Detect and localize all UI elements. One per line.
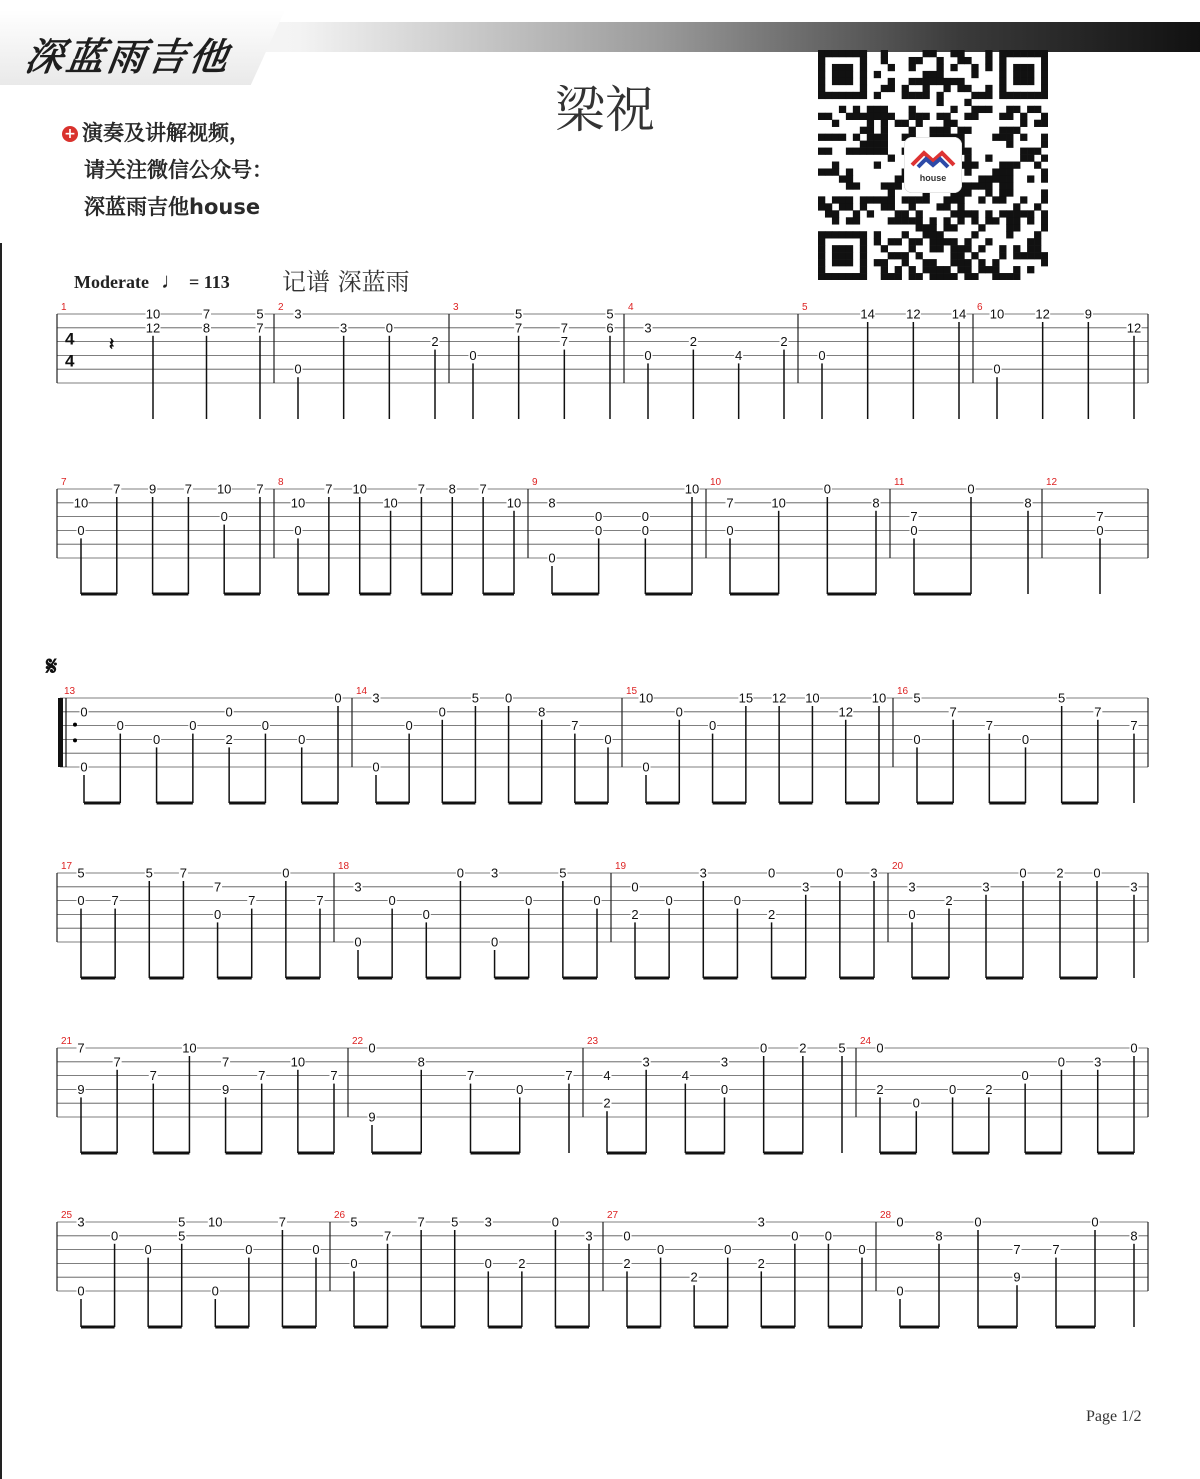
fret-number: 2 <box>1056 865 1064 881</box>
plus-circle-icon: + <box>62 126 78 142</box>
fret-number: 7 <box>1130 718 1138 734</box>
fret-number: 0 <box>116 718 124 734</box>
fret-number: 0 <box>385 320 393 336</box>
fret-number: 0 <box>767 865 776 881</box>
fret-number: 3 <box>340 320 348 336</box>
measure-number: 21 <box>61 1036 73 1047</box>
tab-system <box>57 861 1148 978</box>
fret-number: 7 <box>515 320 523 336</box>
fret-number: 0 <box>368 1040 376 1056</box>
fret-number: 2 <box>780 334 788 350</box>
fret-number: 7 <box>1013 1242 1021 1258</box>
fret-number: 12 <box>838 704 853 720</box>
measure-number: 18 <box>338 861 350 872</box>
promo-line-2: 请关注微信公众号： <box>84 158 273 182</box>
fret-number: 7 <box>179 865 188 881</box>
fret-number: 7 <box>202 306 211 322</box>
fret-number: 7 <box>910 509 918 525</box>
fret-number: 10 <box>182 1040 197 1056</box>
fret-number: 5 <box>606 306 614 322</box>
fret-number: 8 <box>417 1054 425 1070</box>
fret-number: 7 <box>1094 704 1102 720</box>
measure-number: 2 <box>278 302 284 313</box>
fret-number: 3 <box>642 1054 650 1070</box>
fret-number: 7 <box>417 481 426 497</box>
fret-number: 0 <box>595 509 603 525</box>
fret-number: 10 <box>73 495 89 511</box>
fret-number: 7 <box>113 1054 121 1070</box>
fret-number: 0 <box>152 731 161 747</box>
fret-number: 4 <box>681 1068 689 1084</box>
fret-number: 0 <box>504 690 513 706</box>
measure-number: 28 <box>880 1210 892 1221</box>
fret-number: 0 <box>80 759 88 775</box>
fret-number: 0 <box>77 1283 85 1299</box>
fret-number: 0 <box>490 934 499 950</box>
fret-number: 7 <box>949 704 957 720</box>
fret-number: 0 <box>1096 522 1104 538</box>
fret-number: 5 <box>838 1040 846 1056</box>
tab-system <box>57 1210 1148 1327</box>
fret-number: 0 <box>110 1228 119 1244</box>
fret-number: 0 <box>858 1242 866 1258</box>
fret-number: 7 <box>417 1214 425 1230</box>
measure-number: 22 <box>352 1036 364 1047</box>
fret-number: 3 <box>585 1228 593 1244</box>
fret-number: 10 <box>290 495 306 511</box>
fret-number: 0 <box>1093 865 1101 881</box>
fret-number: 0 <box>993 361 1001 377</box>
fret-number: 10 <box>684 481 700 497</box>
measure-number: 9 <box>532 477 538 488</box>
fret-number: 5 <box>451 1214 459 1230</box>
measure-number: 12 <box>1046 477 1058 488</box>
fret-number: 10 <box>871 690 887 706</box>
fret-number: 0 <box>791 1228 799 1244</box>
fret-number: 0 <box>80 704 88 720</box>
fret-number: 0 <box>644 347 652 363</box>
fret-number: 10 <box>216 481 232 497</box>
fret-number: 7 <box>221 1054 230 1070</box>
fret-number: 7 <box>330 1068 338 1084</box>
fret-number: 0 <box>388 893 396 909</box>
fret-number: 7 <box>256 481 264 497</box>
fret-number: 0 <box>516 1081 524 1097</box>
fret-number: 3 <box>1130 879 1138 895</box>
measure-number: 26 <box>334 1210 346 1221</box>
fret-number: 5 <box>1058 690 1066 706</box>
fret-number: 12 <box>1126 320 1142 336</box>
fret-number: 3 <box>484 1214 492 1230</box>
fret-number: 10 <box>638 690 654 706</box>
fret-number: 14 <box>951 306 967 322</box>
measure-number: 20 <box>892 861 904 872</box>
fret-number: 7 <box>466 1068 475 1084</box>
fret-number: 0 <box>593 893 601 909</box>
measure-number: 10 <box>710 477 722 488</box>
fret-number: 0 <box>948 1081 957 1097</box>
fret-number: 0 <box>642 759 650 775</box>
fret-number: 2 <box>631 906 639 922</box>
fret-number: 3 <box>720 1054 729 1070</box>
fret-number: 5 <box>913 690 921 706</box>
fret-number: 0 <box>760 1040 768 1056</box>
fret-number: 2 <box>431 334 439 350</box>
measure-number: 11 <box>894 477 905 488</box>
time-signature-bottom: 4 <box>65 351 75 371</box>
fret-number: 9 <box>221 1081 230 1097</box>
fret-number: 2 <box>225 731 233 747</box>
repeat-dot <box>73 723 77 727</box>
fret-number: 0 <box>1021 1068 1029 1084</box>
fret-number: 9 <box>1084 306 1092 322</box>
fret-number: 0 <box>665 893 673 909</box>
fret-number: 2 <box>690 1269 698 1285</box>
fret-number: 3 <box>294 306 302 322</box>
fret-number: 0 <box>354 934 362 950</box>
promo-line-1: 演奏及讲解视频， <box>82 121 250 145</box>
fret-number: 7 <box>479 481 487 497</box>
fret-number: 7 <box>248 893 256 909</box>
fret-number: 0 <box>213 906 222 922</box>
fret-number: 3 <box>908 879 916 895</box>
fret-number: 3 <box>699 865 707 881</box>
fret-number: 10 <box>145 306 161 322</box>
fret-number: 2 <box>767 906 776 922</box>
fret-number: 10 <box>208 1214 223 1230</box>
fret-number: 0 <box>823 481 831 497</box>
measure-number: 14 <box>356 686 368 697</box>
promo-line-3: 深蓝雨吉他house <box>84 195 261 219</box>
time-signature-top: 4 <box>65 329 75 349</box>
tempo-bpm: = 113 <box>188 272 230 292</box>
fret-number: 0 <box>1019 865 1027 881</box>
fret-number: 0 <box>733 893 742 909</box>
measure-number: 3 <box>453 302 459 313</box>
fret-number: 7 <box>726 495 734 511</box>
fret-number: 9 <box>148 481 157 497</box>
fret-number: 0 <box>675 704 683 720</box>
fret-number: 7 <box>111 893 119 909</box>
measure-number: 23 <box>587 1036 599 1047</box>
fret-number: 0 <box>908 906 916 922</box>
fret-number: 3 <box>490 865 499 881</box>
fret-number: 8 <box>1024 495 1032 511</box>
tab-system <box>57 302 1148 419</box>
fret-number: 8 <box>202 320 211 336</box>
fret-number: 12 <box>906 306 921 322</box>
fret-number: 0 <box>896 1283 904 1299</box>
fret-number: 5 <box>256 306 264 322</box>
fret-number: 5 <box>515 306 523 322</box>
fret-number: 7 <box>1052 1242 1060 1258</box>
fret-number: 14 <box>860 306 875 322</box>
fret-number: 0 <box>724 1242 732 1258</box>
fret-number: 0 <box>708 718 717 734</box>
measure-number: 13 <box>64 686 76 697</box>
fret-number: 10 <box>805 690 820 706</box>
fret-number: 7 <box>113 481 121 497</box>
rest-icon: 𝄽 <box>109 334 115 354</box>
repeat-thick-barline <box>58 698 63 767</box>
fret-number: 5 <box>559 865 567 881</box>
fret-number: 7 <box>213 879 222 895</box>
fret-number: 0 <box>720 1081 729 1097</box>
brand-logo: 深蓝雨吉他 <box>22 34 234 79</box>
fret-number: 0 <box>548 550 556 566</box>
measure-number: 25 <box>61 1210 73 1221</box>
fret-number: 0 <box>896 1214 904 1230</box>
fret-number: 6 <box>606 320 614 336</box>
fret-number: 0 <box>294 361 302 377</box>
fret-number: 0 <box>1057 1054 1066 1070</box>
fret-number: 0 <box>876 1040 884 1056</box>
fret-number: 7 <box>316 893 324 909</box>
fret-number: 0 <box>220 509 228 525</box>
fret-number: 8 <box>448 481 456 497</box>
fret-number: 0 <box>623 1228 631 1244</box>
fret-number: 0 <box>525 893 533 909</box>
fret-number: 0 <box>595 522 603 538</box>
fret-number: 0 <box>77 893 85 909</box>
fret-number: 0 <box>312 1242 320 1258</box>
fret-number: 9 <box>368 1109 376 1125</box>
fret-number: 0 <box>261 718 270 734</box>
tab-system <box>58 686 1148 803</box>
fret-number: 2 <box>757 1255 765 1271</box>
fret-number: 12 <box>1035 306 1050 322</box>
fret-number: 5 <box>471 690 480 706</box>
fret-number: 8 <box>538 704 546 720</box>
tempo-text: Moderate <box>74 272 149 292</box>
fret-number: 3 <box>757 1214 765 1230</box>
measure-number: 27 <box>607 1210 619 1221</box>
fret-number: 3 <box>870 865 878 881</box>
fret-number: 5 <box>350 1214 358 1230</box>
transcriber-credit: 记谱 深蓝雨 <box>282 268 410 296</box>
fret-number: 3 <box>1094 1054 1102 1070</box>
fret-number: 0 <box>372 759 380 775</box>
fret-number: 0 <box>836 865 844 881</box>
fret-number: 2 <box>799 1040 807 1056</box>
fret-number: 7 <box>149 1068 157 1084</box>
fret-number: 0 <box>211 1283 219 1299</box>
measure-number: 5 <box>802 302 808 313</box>
fret-number: 7 <box>278 1214 287 1230</box>
fret-number: 3 <box>372 690 380 706</box>
fret-number: 0 <box>726 522 734 538</box>
fret-number: 2 <box>689 334 697 350</box>
fret-number: 7 <box>571 718 579 734</box>
fret-number: 5 <box>178 1228 186 1244</box>
fret-number: 7 <box>560 334 568 350</box>
fret-number: 0 <box>298 731 306 747</box>
fret-number: 5 <box>145 865 153 881</box>
fret-number: 2 <box>945 893 953 909</box>
page-number: Page 1/2 <box>1086 1408 1142 1425</box>
fret-number: 0 <box>469 347 477 363</box>
fret-number: 0 <box>225 704 233 720</box>
fret-number: 9 <box>77 1081 85 1097</box>
fret-number: 2 <box>985 1081 993 1097</box>
fret-number: 0 <box>604 731 612 747</box>
fret-number: 0 <box>551 1214 560 1230</box>
measure-number: 6 <box>977 302 983 313</box>
fret-number: 15 <box>738 690 754 706</box>
measure-number: 7 <box>61 477 67 488</box>
fret-number: 0 <box>967 481 975 497</box>
fret-number: 0 <box>422 906 430 922</box>
measure-number: 19 <box>615 861 627 872</box>
fret-number: 0 <box>77 522 85 538</box>
fret-number: 0 <box>910 522 918 538</box>
fret-number: 3 <box>802 879 810 895</box>
fret-number: 7 <box>1096 509 1104 525</box>
measure-number: 15 <box>626 686 638 697</box>
fret-number: 7 <box>985 718 993 734</box>
fret-number: 0 <box>641 509 649 525</box>
fret-number: 7 <box>77 1040 85 1056</box>
tab-system <box>57 1036 1148 1153</box>
measure-number: 1 <box>61 302 67 313</box>
fret-number: 0 <box>456 865 465 881</box>
fret-number: 7 <box>258 1068 266 1084</box>
fret-number: 9 <box>1013 1269 1021 1285</box>
fret-number: 10 <box>383 495 398 511</box>
fret-number: 0 <box>350 1255 358 1271</box>
measure-number: 17 <box>61 861 73 872</box>
measure-number: 24 <box>860 1036 872 1047</box>
fret-number: 0 <box>282 865 290 881</box>
fret-number: 0 <box>438 704 446 720</box>
fret-number: 0 <box>245 1242 253 1258</box>
fret-number: 4 <box>735 347 743 363</box>
measure-number: 8 <box>278 477 284 488</box>
measure-number: 4 <box>628 302 634 313</box>
fret-number: 0 <box>631 879 639 895</box>
fret-number: 12 <box>771 690 787 706</box>
fret-number: 0 <box>824 1228 833 1244</box>
fret-number: 12 <box>145 320 161 336</box>
fret-number: 7 <box>256 320 264 336</box>
fret-number: 0 <box>818 347 826 363</box>
fret-number: 10 <box>506 495 522 511</box>
fret-number: 10 <box>290 1054 306 1070</box>
fret-number: 0 <box>656 1242 665 1258</box>
fret-number: 7 <box>184 481 193 497</box>
house-logo-label: house <box>919 173 947 183</box>
fret-number: 0 <box>912 1095 920 1111</box>
fret-number: 7 <box>560 320 568 336</box>
fret-number: 0 <box>405 718 413 734</box>
segno-sign-icon: 𝄋 <box>46 652 58 682</box>
fret-number: 0 <box>189 718 197 734</box>
tab-system <box>57 477 1148 594</box>
fret-number: 2 <box>623 1255 631 1271</box>
fret-number: 5 <box>77 865 85 881</box>
fret-number: 2 <box>876 1081 884 1097</box>
song-title: 梁祝 <box>555 81 655 139</box>
fret-number: 10 <box>352 481 367 497</box>
fret-number: 0 <box>144 1242 152 1258</box>
fret-number: 10 <box>989 306 1005 322</box>
quarter-note-icon: ♩ <box>160 268 183 293</box>
measure-number: 16 <box>897 686 909 697</box>
fret-number: 3 <box>354 879 362 895</box>
fret-number: 0 <box>1130 1040 1138 1056</box>
fret-number: 2 <box>518 1255 526 1271</box>
fret-number: 0 <box>913 731 921 747</box>
fret-number: 8 <box>1130 1228 1138 1244</box>
fret-number: 3 <box>77 1214 85 1230</box>
fret-number: 7 <box>325 481 333 497</box>
fret-number: 3 <box>982 879 990 895</box>
fret-number: 8 <box>548 495 556 511</box>
fret-number: 4 <box>603 1068 611 1084</box>
fret-number: 0 <box>641 522 649 538</box>
repeat-dot <box>73 738 77 742</box>
fret-number: 8 <box>872 495 880 511</box>
fret-number: 3 <box>644 320 652 336</box>
fret-number: 0 <box>294 522 302 538</box>
fret-number: 0 <box>484 1255 492 1271</box>
fret-number: 7 <box>383 1228 392 1244</box>
fret-number: 0 <box>1021 731 1030 747</box>
fret-number: 10 <box>771 495 786 511</box>
fret-number: 8 <box>935 1228 943 1244</box>
fret-number: 0 <box>1091 1214 1099 1230</box>
fret-number: 2 <box>603 1095 611 1111</box>
fret-number: 7 <box>565 1068 573 1084</box>
fret-number: 5 <box>178 1214 186 1230</box>
fret-number: 0 <box>974 1214 982 1230</box>
fret-number: 0 <box>334 690 342 706</box>
